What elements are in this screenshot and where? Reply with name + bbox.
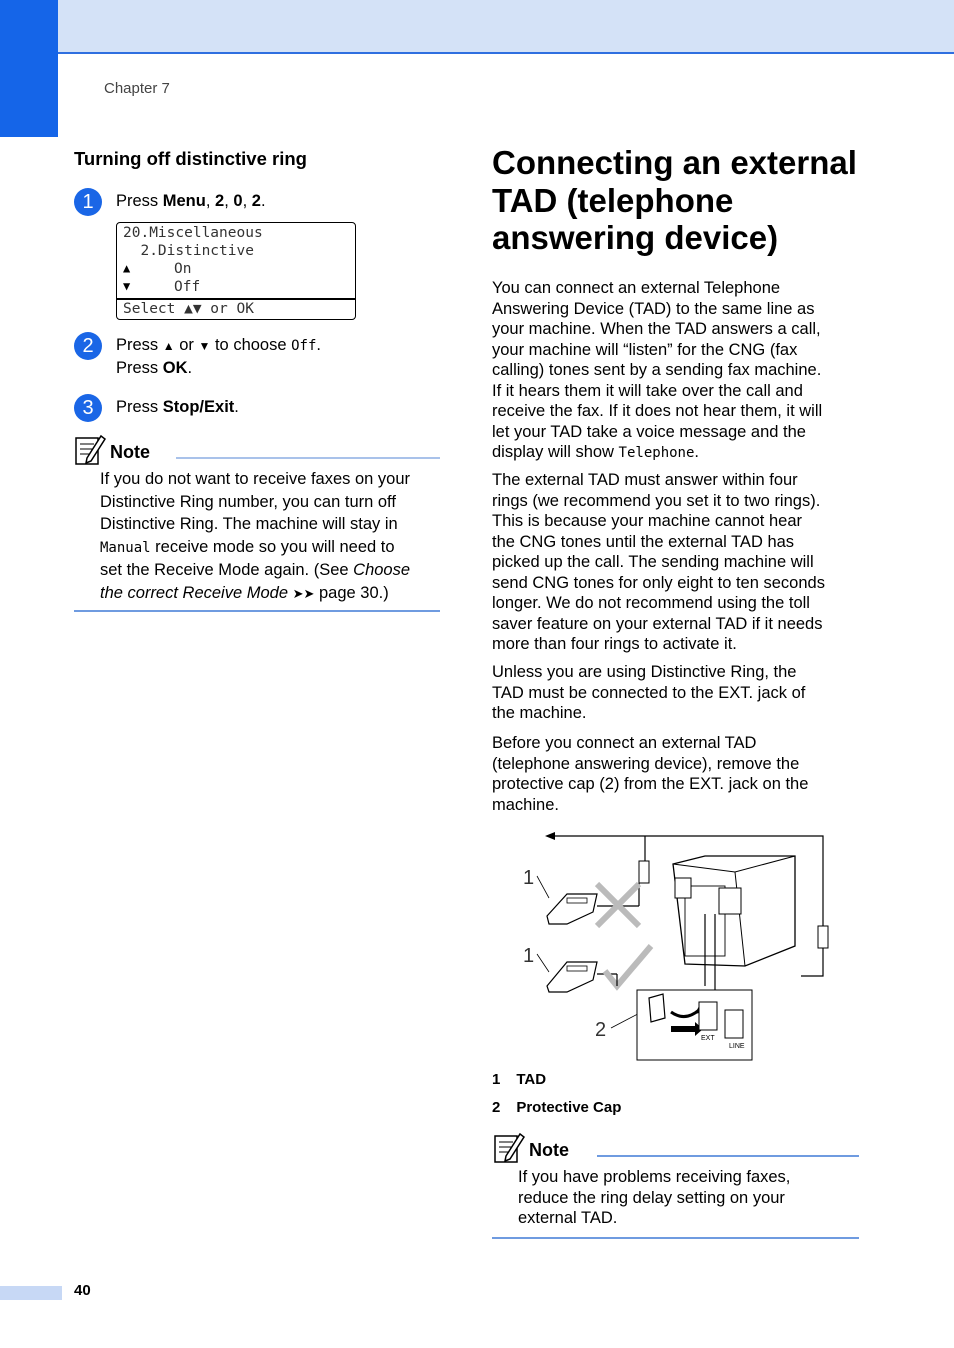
arrow-down-icon: ▼: [198, 339, 211, 353]
step-marker: 3: [74, 394, 102, 422]
step-text: Press Menu, 2, 0, 2.: [116, 192, 266, 210]
note-title: Note: [110, 442, 150, 462]
arrow-down-icon: ▼: [123, 279, 131, 293]
lcd-display: [116, 222, 356, 320]
page-number: 40: [74, 1282, 91, 1299]
lcd-divider: [117, 298, 355, 300]
note-pencil-icon: [493, 1130, 525, 1164]
lcd-line: 2.Distinctive: [123, 243, 254, 259]
paragraph-4: Before you connect an external TAD (telephone answering device), remove the protective cap (2) from the EXT. jack on the machine.: [492, 734, 809, 814]
paragraph-2: The external TAD must answer within four rings (we recommend you set it to two rings). This is because your machine cannot hear the CNG tones until the external TAD has picked up the call. The sending machine will send CNG tones for only eight to ten seconds longer. We do not recommend using the toll saver feature on your external TAD if it needs more than four rings to activate it.: [492, 471, 825, 653]
note-header-line: [176, 457, 440, 459]
tad-connection-diagram: [505, 826, 845, 1066]
chapter-label: Chapter 7: [104, 80, 170, 97]
step-marker: 2: [74, 332, 102, 360]
callout-label: 2: [595, 1019, 607, 1041]
step-marker: 1: [74, 188, 102, 216]
note-bottom-rule: [492, 1237, 859, 1239]
note-title: Note: [529, 1140, 569, 1160]
tad-device-icon: [547, 883, 639, 924]
lcd-line: 20.Miscellaneous: [123, 225, 263, 241]
chapter-tab-block: [0, 0, 58, 137]
lcd-line: Off: [174, 279, 201, 295]
page-title: Connecting an external TAD (telephone answering device): [492, 144, 857, 256]
paragraph-3: Unless you are using Distinctive Ring, the TAD must be connected to the EXT. jack of the machine.: [492, 663, 806, 722]
lcd-footer: Select ▲▼ or OK: [123, 301, 254, 317]
callout-label: 1: [523, 945, 535, 967]
step-text: Press ▲ or ▼ to choose Off. Press OK.: [116, 336, 322, 377]
protective-cap-icon: [649, 994, 665, 1022]
note-bottom-rule: [74, 610, 440, 612]
figure-caption: 1 TAD: [492, 1071, 547, 1088]
note-pencil-icon: [74, 432, 106, 466]
section-heading: Turning off distinctive ring: [74, 148, 307, 169]
lcd-line: On: [174, 261, 192, 277]
callout-label: 1: [523, 867, 535, 889]
header-band: [0, 0, 954, 54]
arrow-up-icon: ▲: [123, 261, 131, 275]
figure-caption: 2 Protective Cap: [492, 1099, 622, 1116]
cross-icon: [597, 884, 639, 926]
jack-inset: [637, 990, 752, 1060]
note-header-line: [597, 1155, 859, 1157]
ext-jack-label: EXT: [701, 1035, 715, 1042]
note-body: If you do not want to receive faxes on your Distinctive Ring number, you can turn off Distinctive Ring. The machine will stay in Manual receive mode so you will need to set the Receive Mode again. (See Choose the correct Receive Mode ➤➤ page 30.): [100, 470, 411, 602]
page-number-bar: [0, 1286, 62, 1300]
wall-jack-icon: [818, 926, 828, 948]
double-arrow-icon: ➤➤: [292, 585, 315, 601]
line-jack-label: LINE: [729, 1043, 745, 1050]
arrow-up-icon: ▲: [162, 339, 175, 353]
check-icon: [605, 946, 651, 986]
note-body: If you have problems receiving faxes, reduce the ring delay setting on your external TAD.: [518, 1168, 791, 1227]
step-text: Press Stop/Exit.: [116, 398, 239, 416]
paragraph-1: You can connect an external Telephone Answering Device (TAD) to the same line as your machine. When the TAD answers a call, your machine will “listen” for the CNG (fax calling) tones sent by a sending fax machine. If it hears them it will take over the call and receive the fax. If it does not hear them, it will let your TAD take a voice message and the display will show Telephone.: [492, 279, 823, 461]
